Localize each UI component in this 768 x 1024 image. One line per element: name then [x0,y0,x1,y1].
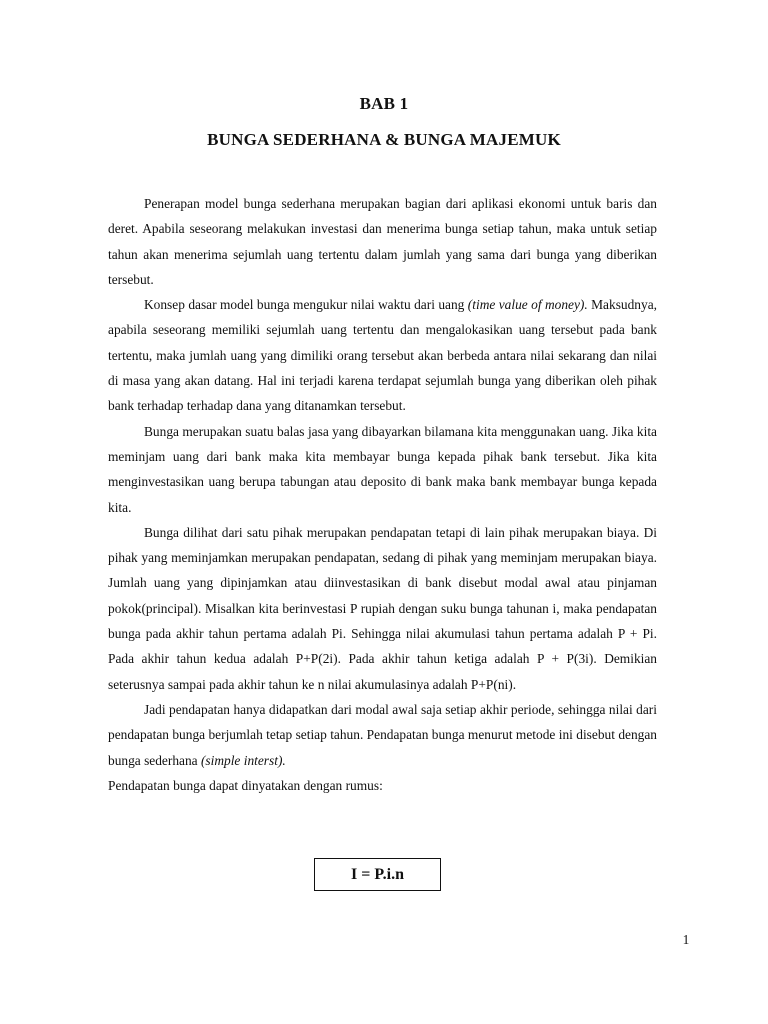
term-time-value-of-money: (time value of money). [467,297,588,313]
paragraph-5 [108,697,657,773]
formula-intro: Pendapatan bunga dapat dinyatakan dengan rumus: [108,777,383,793]
paragraph-3: Bunga merupakan suatu balas jasa yang dibayarkan bilamana kita menggunakan uang. Jika kita meminjam uang dari bank maka kita membayar bunga kepada pihak bank tersebut. Jika kita menginvestasikan uang berupa tabungan atau deposito di bank maka bank membayar bunga kepada kita. [108,423,657,515]
paragraph-4: Bunga dilihat dari satu pihak merupakan pendapatan tetapi di lain pihak merupakan biaya. Di pihak yang meminjamkan merupakan pendapatan, sedang di pihak yang meminjam merupakan biaya. Jumlah uang yang dipinjamkan atau diinvestasikan di bank disebut modal awal atau pinjaman pokok(principal). Misalkan kita berinvestasi P rupiah dengan suku bunga tahunan i, maka pendapatan bunga pada akhir tahun pertama adalah Pi. Sehingga nilai akumulasi tahun pertama adalah P + Pi. Pada akhir tahun kedua adalah P+P(2i). Pada akhir tahun ketiga adalah P + P(3i). Demikian seterusnya sampai pada akhir tahun ke n nilai akumulasinya adalah P+P(ni). [108,524,657,692]
formula-box [314,858,441,891]
paragraph-2-text: Konsep dasar model bunga mengukur nilai waktu dari uang [144,297,468,313]
paragraph-2 [108,292,657,418]
chapter-title: BUNGA SEDERHANA & BUNGA MAJEMUK [207,130,561,149]
chapter-number: BAB 1 [359,94,409,113]
paragraph-1: Penerapan model bunga sederhana merupakan bagian dari aplikasi ekonomi untuk baris dan deret. Apabila seseorang melakukan investasi dan menerima bunga setiap tahun, maka untuk setiap tahun akan menerima sejumlah uang tertentu dalam jumlah yang sama dari bunga yang diberikan tersebut. [108,196,657,287]
body-text [108,191,657,798]
page-number: 1 [682,932,690,947]
paragraph-2-continuation: Maksudnya, apabila seseorang memiliki sejumlah uang tertentu dan mengalokasikan uang tersebut pada bank tertentu, maka jumlah uang yang dimiliki orang tersebut akan berbeda antara nilai sekarang dan nilai di masa yang akan datang. Hal ini terjadi karena terdapat sejumlah bunga yang diberikan oleh pihak bank terhadap terhadap dana yang ditanamkan tersebut. [108,297,657,414]
paragraph-5-text: Jadi pendapatan hanya didapatkan dari modal awal saja setiap akhir periode, sehingga nilai dari pendapatan bunga berjumlah tetap setiap tahun. Pendapatan bunga menurut metode ini disebut dengan bunga sederhana [108,701,657,768]
formula-text: I = P.i.n [351,865,404,883]
term-simple-interest: (simple interst). [200,752,286,768]
